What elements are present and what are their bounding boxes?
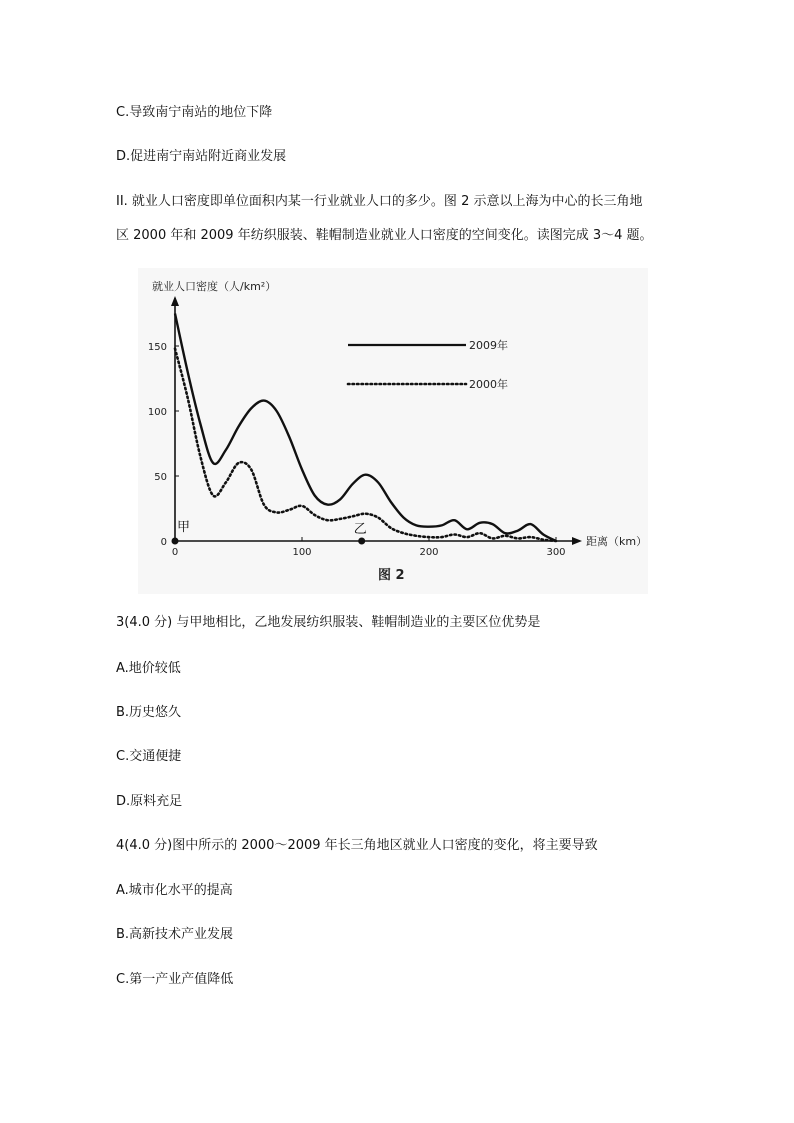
x-tick-label: 200 bbox=[419, 547, 439, 558]
x-tick-label: 100 bbox=[292, 547, 312, 558]
question-3-option-b: B.历史悠久 bbox=[116, 705, 182, 720]
question-4-stem: 4(4.0 分)图中所示的 2000～2009 年长三角地区就业人口密度的变化，将主要导致 bbox=[116, 838, 598, 853]
section2-intro-line2: 区 2000 年和 2009 年纺织服装、鞋帽制造业就业人口密度的空间变化。读图完成 3～4 题。 bbox=[116, 228, 653, 243]
point-label-yi: 乙 bbox=[353, 522, 367, 537]
question-4-option-a: A.城市化水平的提高 bbox=[116, 883, 233, 898]
option-c-q2: C.导致南宁南站的地位下降 bbox=[116, 105, 273, 120]
x-axis-label: 距离（km） bbox=[586, 535, 648, 548]
legend-label-2000: 2000年 bbox=[469, 378, 508, 391]
x-tick-label: 0 bbox=[171, 547, 179, 558]
question-3-stem: 3(4.0 分) 与甲地相比，乙地发展纺织服装、鞋帽制造业的主要区位优势是 bbox=[116, 615, 541, 630]
point-jia-marker bbox=[172, 538, 179, 545]
employment-density-chart bbox=[138, 268, 648, 594]
point-label-jia: 甲 bbox=[177, 520, 191, 535]
y-tick-label: 0 bbox=[160, 537, 167, 548]
question-3-option-d: D.原料充足 bbox=[116, 794, 183, 809]
question-3-option-a: A.地价较低 bbox=[116, 661, 181, 676]
legend-label-2009: 2009年 bbox=[469, 339, 508, 352]
y-tick-label: 100 bbox=[147, 407, 167, 418]
figure-caption: 图 2 bbox=[378, 568, 405, 583]
question-4-option-b: B.高新技术产业发展 bbox=[116, 927, 234, 942]
x-tick-label: 300 bbox=[546, 547, 566, 558]
y-axis-label: 就业人口密度（人/km²） bbox=[152, 280, 277, 293]
chart-background bbox=[138, 268, 648, 594]
y-tick-label: 150 bbox=[147, 342, 167, 353]
y-tick-label: 50 bbox=[154, 472, 167, 483]
question-3-option-c: C.交通便捷 bbox=[116, 749, 182, 764]
section2-intro-line1: II. 就业人口密度即单位面积内某一行业就业人口的多少。图 2 示意以上海为中心的长三角地 bbox=[116, 194, 643, 209]
point-yi-marker bbox=[358, 538, 365, 545]
figure-2 bbox=[138, 268, 648, 594]
question-4-option-c: C.第一产业产值降低 bbox=[116, 972, 234, 987]
option-d-q2: D.促进南宁南站附近商业发展 bbox=[116, 149, 287, 164]
